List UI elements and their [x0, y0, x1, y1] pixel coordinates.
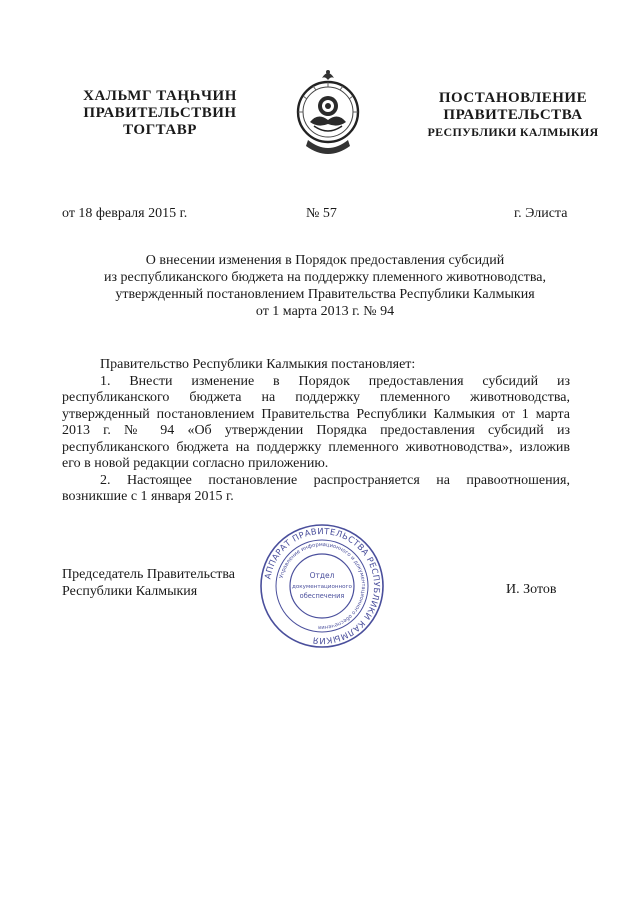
header-left-line-2: ПРАВИТЕЛЬСТВИН — [83, 105, 237, 121]
title-line-3: утвержденный постановлением Правительства Республики Калмыкия — [115, 287, 535, 302]
document-date: от 18 февраля 2015 г. — [62, 206, 188, 221]
document-title — [60, 252, 590, 320]
body-intro: Правительство Республики Калмыкия постановляет: — [100, 357, 416, 372]
header-right-line-1: ПОСТАНОВЛЕНИЕ — [438, 90, 588, 106]
stamp-outer-text: АППАРАТ ПРАВИТЕЛЬСТВА РЕСПУБЛИКИ КАЛМЫКИЯ — [262, 525, 383, 647]
kalmykia-coat-of-arms-icon — [292, 66, 364, 162]
stamp-center-line-1: Отдел — [309, 571, 335, 580]
body-item-1: 1. Внести изменение в Порядок предоставления субсидий из республиканского бюджета на поддержку племенного животноводства, утвержденный постановлением Правительства Республики Калмыкия от 1 марта 2013 г. № 94 «Об утверждении Порядка предоставления субсидий из республиканского бюджета на поддержку племенного животноводства», изложив его в новой редакции согласно приложению. — [62, 373, 570, 471]
document-number: № 57 — [306, 206, 337, 221]
stamp-center-line-3: обеспечения — [299, 592, 345, 600]
signatory-position-line-2: Республики Калмыкия — [62, 584, 198, 599]
title-line-2: из республиканского бюджета на поддержку племенного животноводства, — [103, 270, 547, 285]
header-right-line-2: ПРАВИТЕЛЬСТВА — [443, 107, 583, 123]
body-item-2: 2. Настоящее постановление распространяется на правоотношения, возникшие с 1 января 2015 г. — [62, 472, 570, 504]
document-body — [62, 357, 570, 506]
header-left-line-1: ХАЛЬМГ ТАҢҺЧИН — [83, 88, 237, 104]
signatory-position — [62, 566, 235, 600]
header-right-line-3: РЕСПУБЛИКИ КАЛМЫКИЯ — [427, 125, 599, 139]
official-stamp — [258, 522, 386, 650]
title-line-4: от 1 марта 2013 г. № 94 — [255, 304, 395, 319]
document-city: г. Элиста — [514, 206, 568, 221]
title-line-1: О внесении изменения в Порядок предоставления субсидий — [145, 253, 505, 268]
header-right-block — [418, 90, 608, 141]
stamp-center-line-2: документационного — [292, 584, 352, 590]
stamp-inner-text: Управление информационного и документационного обеспечения — [278, 541, 367, 631]
header-left-block — [60, 88, 260, 139]
signatory-position-line-1: Председатель Правительства — [62, 567, 235, 582]
signatory-name: И. Зотов — [506, 582, 557, 597]
header-left-line-3: ТОГТАВР — [123, 122, 197, 138]
